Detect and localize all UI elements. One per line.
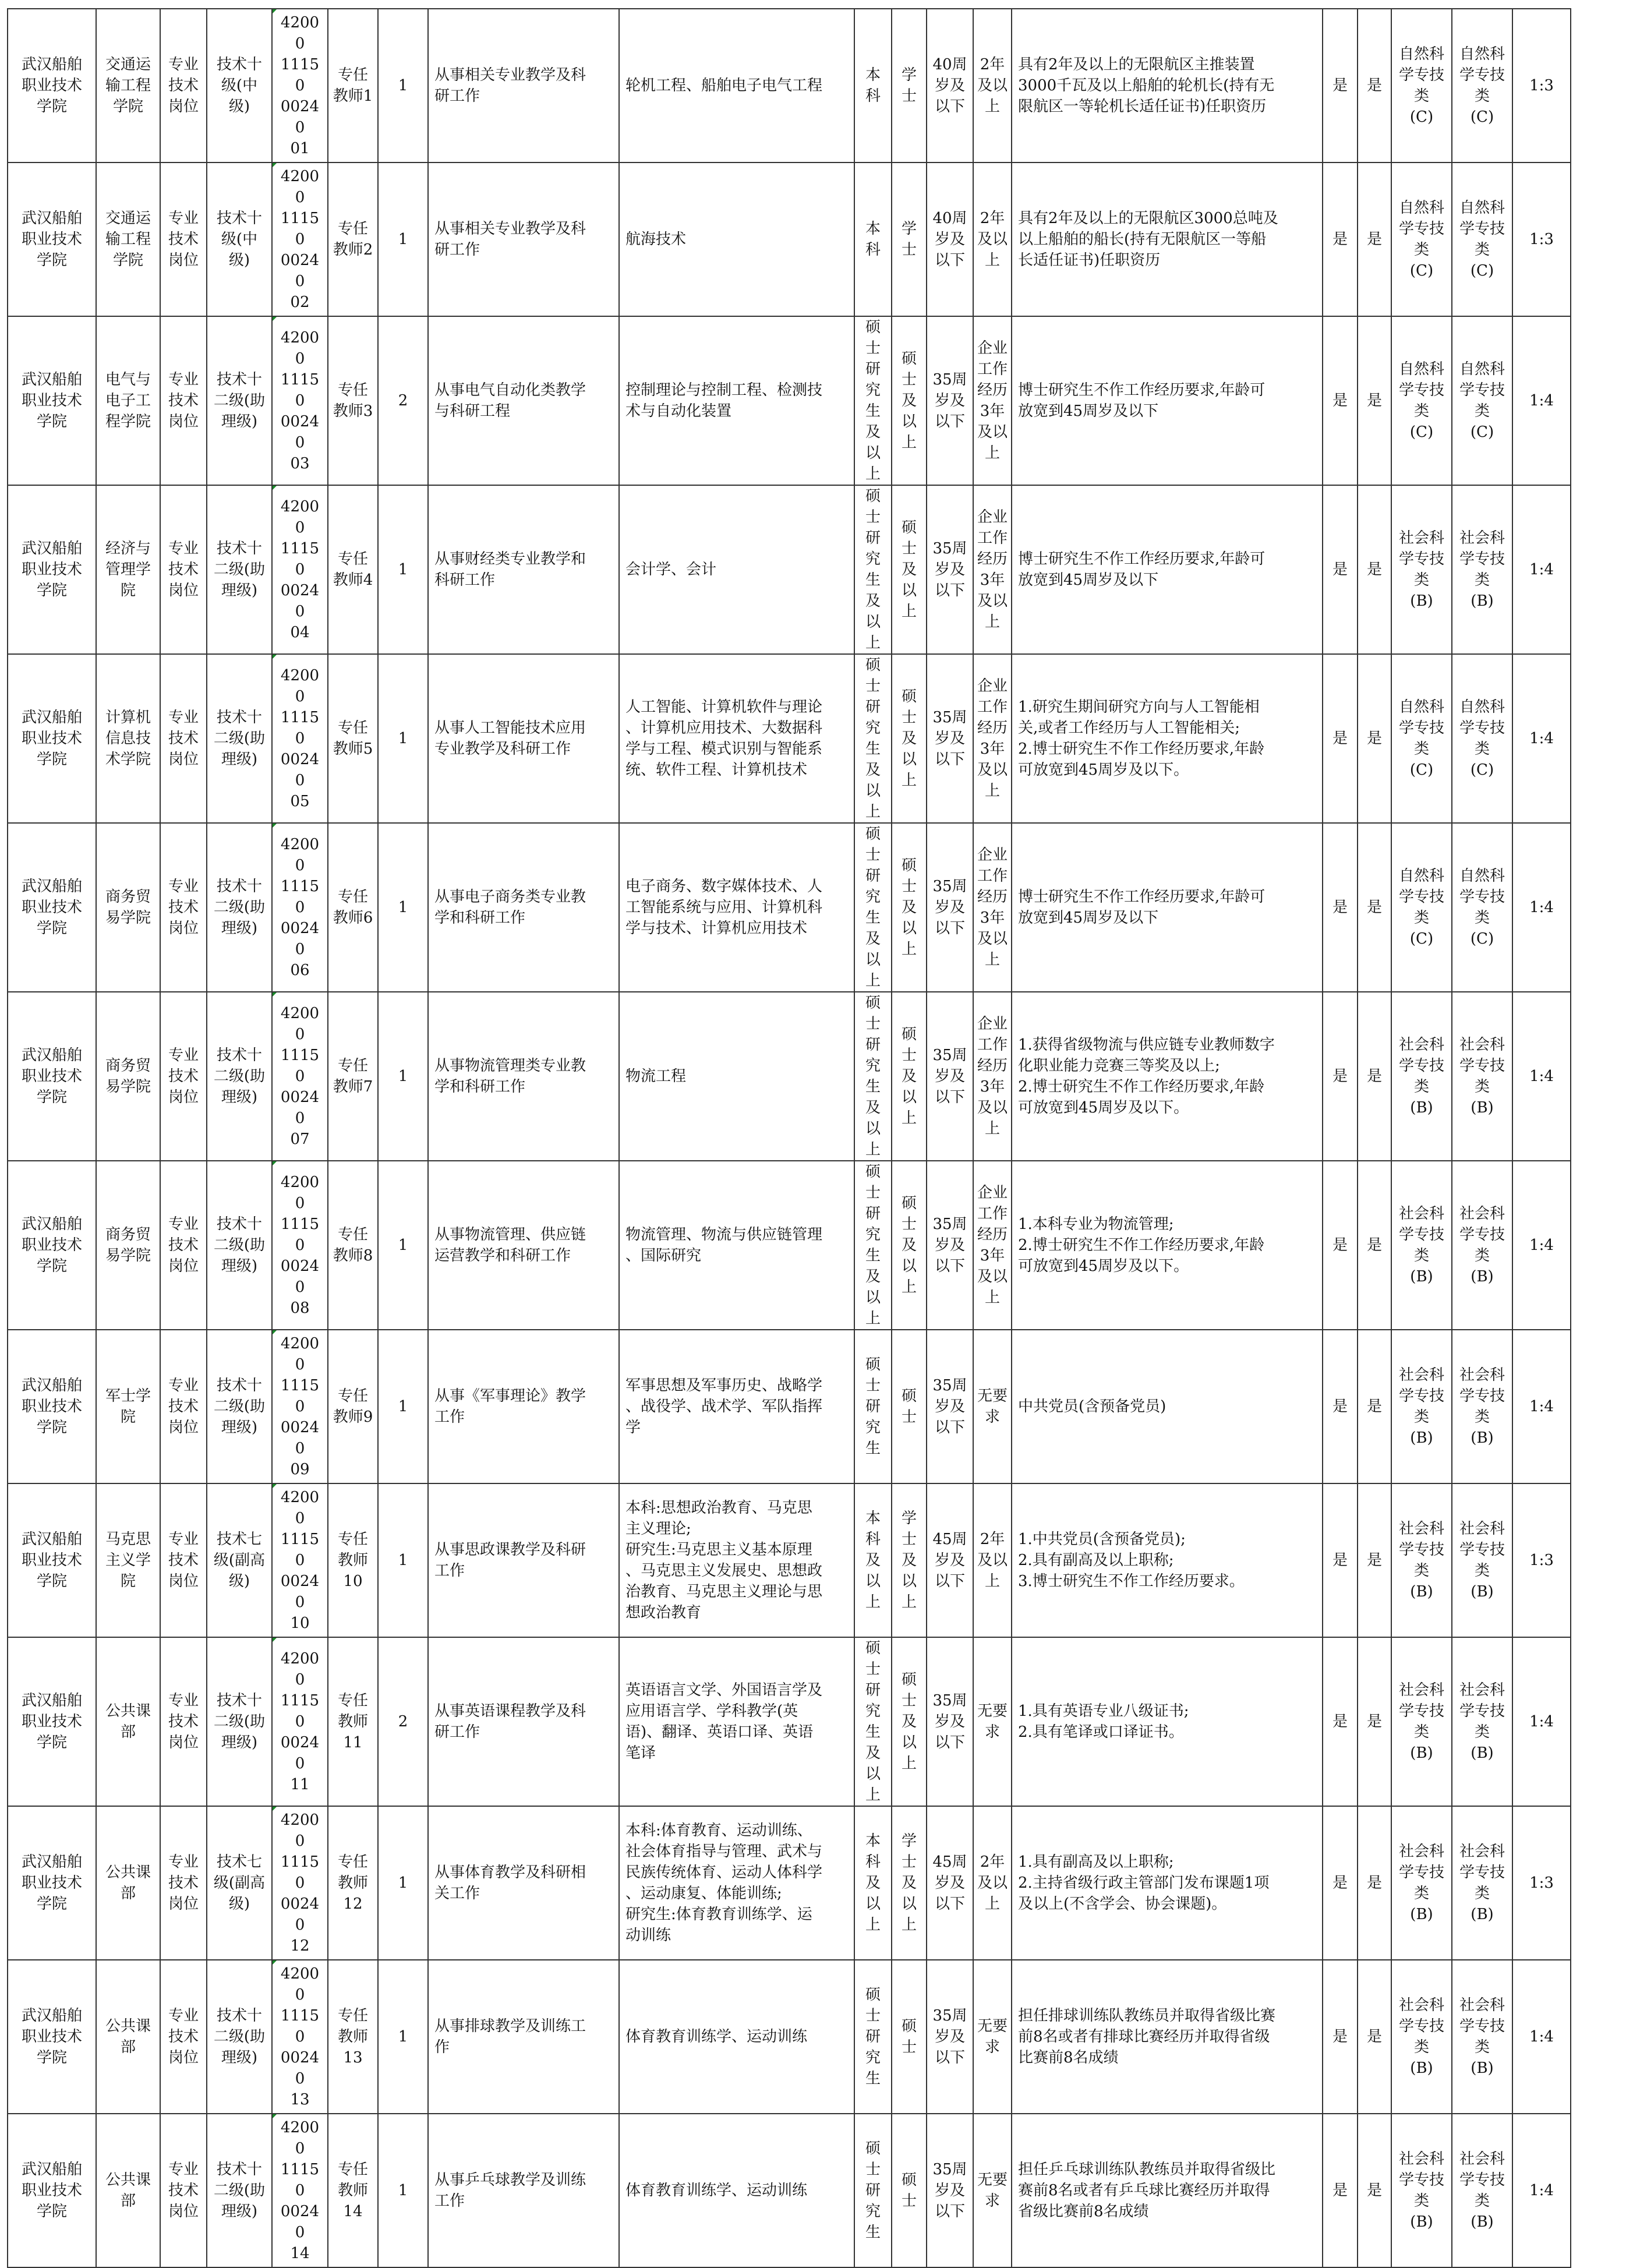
education-cell: 本科 及以 上 [854, 1806, 892, 1960]
degree-cell: 学士 及以 上 [892, 1806, 927, 1960]
post-name-cell: 专任 教师5 [328, 654, 378, 823]
education-cell: 硕士 研究 生及 以上 [854, 1637, 892, 1806]
condition-1-cell: 是 [1323, 1483, 1358, 1637]
employer-cell: 武汉船舶 职业技术 学院 [8, 316, 96, 485]
department-cell: 马克思 主义学 院 [96, 1483, 160, 1637]
other-requirements-cell: 具有2年及以上的无限航区3000总吨及 以上船舶的船长(持有无限航区一等船 长适任证书)任职资历 [1012, 162, 1323, 316]
interview-ratio-cell: 1:4 [1512, 654, 1571, 823]
other-requirements-cell: 1.具有副高及以上职称; 2.主持省级行政主管部门发布课题1项 及以上(不含学会、协会课题)。 [1012, 1806, 1323, 1960]
post-type-cell: 专业 技术 岗位 [160, 823, 207, 992]
condition-2-cell: 是 [1358, 1806, 1391, 1960]
duty-cell: 从事相关专业教学及科 研工作 [428, 9, 619, 162]
post-name-cell: 专任 教师 10 [328, 1483, 378, 1637]
exam-category-cell: 社会科 学专技 类 (B) [1391, 1637, 1452, 1806]
exam-subject-cell: 社会科 学专技 类 (B) [1452, 1806, 1512, 1960]
experience-cell: 2年 及以 上 [973, 1806, 1012, 1960]
major-cell: 英语语言文学、外国语言学及 应用语言学、学科教学(英 语)、翻译、英语口译、英语 笔译 [619, 1637, 854, 1806]
post-name-cell: 专任 教师8 [328, 1161, 378, 1330]
post-name-cell: 专任 教师9 [328, 1330, 378, 1483]
exam-category-cell: 社会科 学专技 类 (B) [1391, 992, 1452, 1161]
post-level-cell: 技术十 级(中 级) [207, 9, 272, 162]
employer-cell: 武汉船舶 职业技术 学院 [8, 992, 96, 1161]
education-cell: 硕士 研究 生及 以上 [854, 316, 892, 485]
condition-2-cell: 是 [1358, 1637, 1391, 1806]
exam-category-cell: 自然科 学专技 类 (C) [1391, 823, 1452, 992]
degree-cell: 硕士 [892, 2114, 927, 2267]
post-code-cell: 42000 11150 00240 13 [272, 1960, 328, 2114]
employer-cell: 武汉船舶 职业技术 学院 [8, 162, 96, 316]
post-level-cell: 技术七 级(副高 级) [207, 1806, 272, 1960]
department-cell: 交通运 输工程 学院 [96, 9, 160, 162]
experience-cell: 2年 及以 上 [973, 1483, 1012, 1637]
post-type-cell: 专业 技术 岗位 [160, 1161, 207, 1330]
other-requirements-cell: 博士研究生不作工作经历要求,年龄可 放宽到45周岁及以下 [1012, 485, 1323, 654]
post-level-cell: 技术七 级(副高 级) [207, 1483, 272, 1637]
headcount-cell: 1 [378, 823, 428, 992]
department-cell: 交通运 输工程 学院 [96, 162, 160, 316]
post-code-cell: 42000 11150 00240 08 [272, 1161, 328, 1330]
exam-subject-cell: 社会科 学专技 类 (B) [1452, 1330, 1512, 1483]
duty-cell: 从事人工智能技术应用 专业教学及科研工作 [428, 654, 619, 823]
post-level-cell: 技术十 二级(助 理级) [207, 2114, 272, 2267]
employer-cell: 武汉船舶 职业技术 学院 [8, 2114, 96, 2267]
department-cell: 公共课 部 [96, 1637, 160, 1806]
age-cell: 40周 岁及 以下 [927, 9, 973, 162]
table-row [8, 9, 1571, 162]
employer-cell: 武汉船舶 职业技术 学院 [8, 1637, 96, 1806]
major-cell: 航海技术 [619, 162, 854, 316]
experience-cell: 企业 工作 经历 3年 及以 上 [973, 1161, 1012, 1330]
employer-cell: 武汉船舶 职业技术 学院 [8, 1161, 96, 1330]
age-cell: 40周 岁及 以下 [927, 162, 973, 316]
condition-1-cell: 是 [1323, 823, 1358, 992]
duty-cell: 从事英语课程教学及科 研工作 [428, 1637, 619, 1806]
duty-cell: 从事物流管理类专业教 学和科研工作 [428, 992, 619, 1161]
headcount-cell: 1 [378, 485, 428, 654]
post-level-cell: 技术十 二级(助 理级) [207, 823, 272, 992]
condition-1-cell: 是 [1323, 485, 1358, 654]
exam-subject-cell: 社会科 学专技 类 (B) [1452, 485, 1512, 654]
age-cell: 35周 岁及 以下 [927, 1637, 973, 1806]
table-row [8, 1161, 1571, 1330]
interview-ratio-cell: 1:4 [1512, 485, 1571, 654]
exam-category-cell: 自然科 学专技 类 (C) [1391, 9, 1452, 162]
post-code-cell: 42000 11150 00240 07 [272, 992, 328, 1161]
post-code-cell: 42000 11150 00240 14 [272, 2114, 328, 2267]
employer-cell: 武汉船舶 职业技术 学院 [8, 823, 96, 992]
degree-cell: 硕士 及以 上 [892, 1637, 927, 1806]
interview-ratio-cell: 1:4 [1512, 1330, 1571, 1483]
education-cell: 硕士 研究 生 [854, 2114, 892, 2267]
major-cell: 体育教育训练学、运动训练 [619, 1960, 854, 2114]
degree-cell: 硕士 及以 上 [892, 992, 927, 1161]
condition-2-cell: 是 [1358, 9, 1391, 162]
exam-subject-cell: 社会科 学专技 类 (B) [1452, 2114, 1512, 2267]
major-cell: 轮机工程、船舶电子电气工程 [619, 9, 854, 162]
employer-cell: 武汉船舶 职业技术 学院 [8, 1806, 96, 1960]
age-cell: 45周 岁及 以下 [927, 1806, 973, 1960]
other-requirements-cell: 1.具有英语专业八级证书; 2.具有笔译或口译证书。 [1012, 1637, 1323, 1806]
post-code-cell: 42000 11150 00240 10 [272, 1483, 328, 1637]
condition-2-cell: 是 [1358, 485, 1391, 654]
condition-1-cell: 是 [1323, 162, 1358, 316]
department-cell: 商务贸 易学院 [96, 1161, 160, 1330]
employer-cell: 武汉船舶 职业技术 学院 [8, 1960, 96, 2114]
department-cell: 公共课 部 [96, 2114, 160, 2267]
headcount-cell: 1 [378, 654, 428, 823]
post-code-cell: 42000 11150 00240 06 [272, 823, 328, 992]
condition-2-cell: 是 [1358, 1330, 1391, 1483]
education-cell: 本科 [854, 9, 892, 162]
major-cell: 本科:思想政治教育、马克思 主义理论; 研究生:马克思主义基本原理 、马克思主义发展史、思想政 治教育、马克思主义理论与思 想政治教育 [619, 1483, 854, 1637]
post-type-cell: 专业 技术 岗位 [160, 9, 207, 162]
post-code-cell: 42000 11150 00240 03 [272, 316, 328, 485]
post-level-cell: 技术十 二级(助 理级) [207, 1960, 272, 2114]
table-row [8, 654, 1571, 823]
post-code-cell: 42000 11150 00240 11 [272, 1637, 328, 1806]
post-name-cell: 专任 教师7 [328, 992, 378, 1161]
experience-cell: 企业 工作 经历 3年 及以 上 [973, 654, 1012, 823]
interview-ratio-cell: 1:4 [1512, 2114, 1571, 2267]
education-cell: 硕士 研究 生 [854, 1330, 892, 1483]
post-code-cell: 42000 11150 00240 02 [272, 162, 328, 316]
department-cell: 军士学 院 [96, 1330, 160, 1483]
post-name-cell: 专任 教师3 [328, 316, 378, 485]
degree-cell: 硕士 [892, 1960, 927, 2114]
department-cell: 公共课 部 [96, 1960, 160, 2114]
employer-cell: 武汉船舶 职业技术 学院 [8, 485, 96, 654]
department-cell: 经济与 管理学 院 [96, 485, 160, 654]
post-name-cell: 专任 教师 14 [328, 2114, 378, 2267]
post-type-cell: 专业 技术 岗位 [160, 2114, 207, 2267]
other-requirements-cell: 1.中共党员(含预备党员); 2.具有副高及以上职称; 3.博士研究生不作工作经历要求。 [1012, 1483, 1323, 1637]
interview-ratio-cell: 1:3 [1512, 162, 1571, 316]
major-cell: 人工智能、计算机软件与理论 、计算机应用技术、大数据科 学与工程、模式识别与智能系 统、软件工程、计算机技术 [619, 654, 854, 823]
exam-category-cell: 社会科 学专技 类 (B) [1391, 1960, 1452, 2114]
condition-2-cell: 是 [1358, 1161, 1391, 1330]
post-code-cell: 42000 11150 00240 09 [272, 1330, 328, 1483]
headcount-cell: 1 [378, 1161, 428, 1330]
experience-cell: 企业 工作 经历 3年 及以 上 [973, 316, 1012, 485]
post-type-cell: 专业 技术 岗位 [160, 316, 207, 485]
post-level-cell: 技术十 二级(助 理级) [207, 1637, 272, 1806]
experience-cell: 企业 工作 经历 3年 及以 上 [973, 485, 1012, 654]
post-name-cell: 专任 教师2 [328, 162, 378, 316]
experience-cell: 无要 求 [973, 1637, 1012, 1806]
condition-2-cell: 是 [1358, 2114, 1391, 2267]
exam-subject-cell: 自然科 学专技 类 (C) [1452, 9, 1512, 162]
table-row [8, 1637, 1571, 1806]
exam-category-cell: 自然科 学专技 类 (C) [1391, 162, 1452, 316]
experience-cell: 企业 工作 经历 3年 及以 上 [973, 992, 1012, 1161]
headcount-cell: 1 [378, 1960, 428, 2114]
table-row [8, 823, 1571, 992]
education-cell: 本科 及以 上 [854, 1483, 892, 1637]
exam-category-cell: 社会科 学专技 类 (B) [1391, 2114, 1452, 2267]
age-cell: 35周 岁及 以下 [927, 1161, 973, 1330]
condition-1-cell: 是 [1323, 654, 1358, 823]
other-requirements-cell: 具有2年及以上的无限航区主推装置 3000千瓦及以上船舶的轮机长(持有无 限航区一等轮机长适任证书)任职资历 [1012, 9, 1323, 162]
duty-cell: 从事财经类专业教学和 科研工作 [428, 485, 619, 654]
age-cell: 35周 岁及 以下 [927, 654, 973, 823]
table-row [8, 485, 1571, 654]
post-level-cell: 技术十 二级(助 理级) [207, 1330, 272, 1483]
exam-category-cell: 社会科 学专技 类 (B) [1391, 1161, 1452, 1330]
table-row [8, 1330, 1571, 1483]
experience-cell: 无要 求 [973, 1960, 1012, 2114]
post-name-cell: 专任 教师 13 [328, 1960, 378, 2114]
education-cell: 硕士 研究 生及 以上 [854, 992, 892, 1161]
exam-category-cell: 社会科 学专技 类 (B) [1391, 1483, 1452, 1637]
interview-ratio-cell: 1:3 [1512, 1806, 1571, 1960]
condition-1-cell: 是 [1323, 1637, 1358, 1806]
duty-cell: 从事思政课教学及科研 工作 [428, 1483, 619, 1637]
employer-cell: 武汉船舶 职业技术 学院 [8, 654, 96, 823]
table-body [8, 9, 1571, 2267]
post-code-cell: 42000 11150 00240 12 [272, 1806, 328, 1960]
interview-ratio-cell: 1:4 [1512, 992, 1571, 1161]
post-level-cell: 技术十 二级(助 理级) [207, 1161, 272, 1330]
headcount-cell: 1 [378, 162, 428, 316]
headcount-cell: 1 [378, 992, 428, 1161]
education-cell: 本科 [854, 162, 892, 316]
education-cell: 硕士 研究 生及 以上 [854, 654, 892, 823]
experience-cell: 2年 及以 上 [973, 162, 1012, 316]
recruitment-table [7, 8, 1571, 2268]
interview-ratio-cell: 1:4 [1512, 823, 1571, 992]
degree-cell: 学士 及以 上 [892, 1483, 927, 1637]
age-cell: 35周 岁及 以下 [927, 485, 973, 654]
other-requirements-cell: 1.本科专业为物流管理; 2.博士研究生不作工作经历要求,年龄 可放宽到45周岁及以下。 [1012, 1161, 1323, 1330]
condition-2-cell: 是 [1358, 654, 1391, 823]
table-row [8, 992, 1571, 1161]
education-cell: 硕士 研究 生 [854, 1960, 892, 2114]
exam-subject-cell: 自然科 学专技 类 (C) [1452, 316, 1512, 485]
experience-cell: 无要 求 [973, 1330, 1012, 1483]
education-cell: 硕士 研究 生及 以上 [854, 1161, 892, 1330]
exam-category-cell: 自然科 学专技 类 (C) [1391, 316, 1452, 485]
interview-ratio-cell: 1:4 [1512, 1161, 1571, 1330]
exam-subject-cell: 自然科 学专技 类 (C) [1452, 654, 1512, 823]
age-cell: 35周 岁及 以下 [927, 316, 973, 485]
post-name-cell: 专任 教师6 [328, 823, 378, 992]
condition-1-cell: 是 [1323, 316, 1358, 485]
interview-ratio-cell: 1:4 [1512, 316, 1571, 485]
condition-1-cell: 是 [1323, 1806, 1358, 1960]
other-requirements-cell: 博士研究生不作工作经历要求,年龄可 放宽到45周岁及以下 [1012, 823, 1323, 992]
department-cell: 商务贸 易学院 [96, 992, 160, 1161]
exam-subject-cell: 社会科 学专技 类 (B) [1452, 1483, 1512, 1637]
degree-cell: 硕士 [892, 1330, 927, 1483]
condition-2-cell: 是 [1358, 992, 1391, 1161]
other-requirements-cell: 担任乒乓球训练队教练员并取得省级比 赛前8名或者有乒乓球比赛经历并取得 省级比赛前8名成绩 [1012, 2114, 1323, 2267]
post-type-cell: 专业 技术 岗位 [160, 1483, 207, 1637]
table-row [8, 2114, 1571, 2267]
headcount-cell: 1 [378, 1330, 428, 1483]
major-cell: 会计学、会计 [619, 485, 854, 654]
condition-1-cell: 是 [1323, 1161, 1358, 1330]
headcount-cell: 2 [378, 316, 428, 485]
age-cell: 35周 岁及 以下 [927, 992, 973, 1161]
condition-2-cell: 是 [1358, 1483, 1391, 1637]
major-cell: 本科:体育教育、运动训练、 社会体育指导与管理、武术与 民族传统体育、运动人体科学 、运动康复、体能训练; 研究生:体育教育训练学、运 动训练 [619, 1806, 854, 1960]
age-cell: 35周 岁及 以下 [927, 1330, 973, 1483]
degree-cell: 硕士 及以 上 [892, 823, 927, 992]
condition-1-cell: 是 [1323, 2114, 1358, 2267]
condition-2-cell: 是 [1358, 316, 1391, 485]
experience-cell: 企业 工作 经历 3年 及以 上 [973, 823, 1012, 992]
degree-cell: 学士 [892, 162, 927, 316]
post-name-cell: 专任 教师4 [328, 485, 378, 654]
post-level-cell: 技术十 二级(助 理级) [207, 485, 272, 654]
major-cell: 物流工程 [619, 992, 854, 1161]
exam-category-cell: 社会科 学专技 类 (B) [1391, 1330, 1452, 1483]
post-type-cell: 专业 技术 岗位 [160, 654, 207, 823]
table-row [8, 316, 1571, 485]
exam-subject-cell: 社会科 学专技 类 (B) [1452, 1637, 1512, 1806]
experience-cell: 2年 及以 上 [973, 9, 1012, 162]
duty-cell: 从事物流管理、供应链 运营教学和科研工作 [428, 1161, 619, 1330]
exam-category-cell: 自然科 学专技 类 (C) [1391, 654, 1452, 823]
degree-cell: 硕士 及以 上 [892, 485, 927, 654]
interview-ratio-cell: 1:4 [1512, 1960, 1571, 2114]
post-code-cell: 42000 11150 00240 05 [272, 654, 328, 823]
exam-subject-cell: 社会科 学专技 类 (B) [1452, 992, 1512, 1161]
table-row [8, 1960, 1571, 2114]
post-level-cell: 技术十 二级(助 理级) [207, 316, 272, 485]
interview-ratio-cell: 1:4 [1512, 1637, 1571, 1806]
employer-cell: 武汉船舶 职业技术 学院 [8, 1483, 96, 1637]
condition-2-cell: 是 [1358, 823, 1391, 992]
interview-ratio-cell: 1:3 [1512, 1483, 1571, 1637]
headcount-cell: 1 [378, 2114, 428, 2267]
duty-cell: 从事排球教学及训练工 作 [428, 1960, 619, 2114]
major-cell: 电子商务、数字媒体技术、人 工智能系统与应用、计算机科 学与技术、计算机应用技术 [619, 823, 854, 992]
post-level-cell: 技术十 二级(助 理级) [207, 654, 272, 823]
major-cell: 物流管理、物流与供应链管理 、国际研究 [619, 1161, 854, 1330]
post-type-cell: 专业 技术 岗位 [160, 1960, 207, 2114]
condition-2-cell: 是 [1358, 1960, 1391, 2114]
other-requirements-cell: 担任排球训练队教练员并取得省级比赛 前8名或者有排球比赛经历并取得省级 比赛前8名成绩 [1012, 1960, 1323, 2114]
post-level-cell: 技术十 二级(助 理级) [207, 992, 272, 1161]
table-row [8, 1483, 1571, 1637]
headcount-cell: 1 [378, 1806, 428, 1960]
post-name-cell: 专任 教师1 [328, 9, 378, 162]
post-name-cell: 专任 教师 12 [328, 1806, 378, 1960]
department-cell: 电气与 电子工 程学院 [96, 316, 160, 485]
other-requirements-cell: 博士研究生不作工作经历要求,年龄可 放宽到45周岁及以下 [1012, 316, 1323, 485]
employer-cell: 武汉船舶 职业技术 学院 [8, 9, 96, 162]
major-cell: 控制理论与控制工程、检测技 术与自动化装置 [619, 316, 854, 485]
post-level-cell: 技术十 级(中 级) [207, 162, 272, 316]
duty-cell: 从事《军事理论》教学 工作 [428, 1330, 619, 1483]
degree-cell: 硕士 及以 上 [892, 654, 927, 823]
post-name-cell: 专任 教师 11 [328, 1637, 378, 1806]
age-cell: 35周 岁及 以下 [927, 1960, 973, 2114]
post-type-cell: 专业 技术 岗位 [160, 1637, 207, 1806]
age-cell: 35周 岁及 以下 [927, 2114, 973, 2267]
post-type-cell: 专业 技术 岗位 [160, 1330, 207, 1483]
department-cell: 计算机 信息技 术学院 [96, 654, 160, 823]
degree-cell: 硕士 及以 上 [892, 1161, 927, 1330]
condition-1-cell: 是 [1323, 9, 1358, 162]
exam-subject-cell: 自然科 学专技 类 (C) [1452, 823, 1512, 992]
post-code-cell: 42000 11150 00240 04 [272, 485, 328, 654]
education-cell: 硕士 研究 生及 以上 [854, 485, 892, 654]
other-requirements-cell: 1.研究生期间研究方向与人工智能相 关,或者工作经历与人工智能相关; 2.博士研究生不作工作经历要求,年龄 可放宽到45周岁及以下。 [1012, 654, 1323, 823]
headcount-cell: 1 [378, 1483, 428, 1637]
duty-cell: 从事电子商务类专业教 学和科研工作 [428, 823, 619, 992]
exam-category-cell: 社会科 学专技 类 (B) [1391, 485, 1452, 654]
headcount-cell: 2 [378, 1637, 428, 1806]
table-row [8, 1806, 1571, 1960]
duty-cell: 从事相关专业教学及科 研工作 [428, 162, 619, 316]
condition-1-cell: 是 [1323, 1330, 1358, 1483]
exam-category-cell: 社会科 学专技 类 (B) [1391, 1806, 1452, 1960]
department-cell: 公共课 部 [96, 1806, 160, 1960]
table-row [8, 162, 1571, 316]
degree-cell: 学士 [892, 9, 927, 162]
duty-cell: 从事体育教学及科研相 关工作 [428, 1806, 619, 1960]
education-cell: 硕士 研究 生及 以上 [854, 823, 892, 992]
condition-2-cell: 是 [1358, 162, 1391, 316]
experience-cell: 无要 求 [973, 2114, 1012, 2267]
condition-1-cell: 是 [1323, 1960, 1358, 2114]
exam-subject-cell: 社会科 学专技 类 (B) [1452, 1161, 1512, 1330]
duty-cell: 从事电气自动化类教学 与科研工程 [428, 316, 619, 485]
condition-1-cell: 是 [1323, 992, 1358, 1161]
department-cell: 商务贸 易学院 [96, 823, 160, 992]
post-type-cell: 专业 技术 岗位 [160, 162, 207, 316]
post-type-cell: 专业 技术 岗位 [160, 1806, 207, 1960]
interview-ratio-cell: 1:3 [1512, 9, 1571, 162]
exam-subject-cell: 社会科 学专技 类 (B) [1452, 1960, 1512, 2114]
major-cell: 军事思想及军事历史、战略学 、战役学、战术学、军队指挥 学 [619, 1330, 854, 1483]
duty-cell: 从事乒乓球教学及训练 工作 [428, 2114, 619, 2267]
exam-subject-cell: 自然科 学专技 类 (C) [1452, 162, 1512, 316]
other-requirements-cell: 中共党员(含预备党员) [1012, 1330, 1323, 1483]
headcount-cell: 1 [378, 9, 428, 162]
other-requirements-cell: 1.获得省级物流与供应链专业教师数字 化职业能力竞赛三等奖及以上; 2.博士研究生不作工作经历要求,年龄 可放宽到45周岁及以下。 [1012, 992, 1323, 1161]
age-cell: 45周 岁及 以下 [927, 1483, 973, 1637]
major-cell: 体育教育训练学、运动训练 [619, 2114, 854, 2267]
employer-cell: 武汉船舶 职业技术 学院 [8, 1330, 96, 1483]
post-type-cell: 专业 技术 岗位 [160, 485, 207, 654]
degree-cell: 硕士 及以 上 [892, 316, 927, 485]
post-code-cell: 42000 11150 00240 01 [272, 9, 328, 162]
age-cell: 35周 岁及 以下 [927, 823, 973, 992]
post-type-cell: 专业 技术 岗位 [160, 992, 207, 1161]
